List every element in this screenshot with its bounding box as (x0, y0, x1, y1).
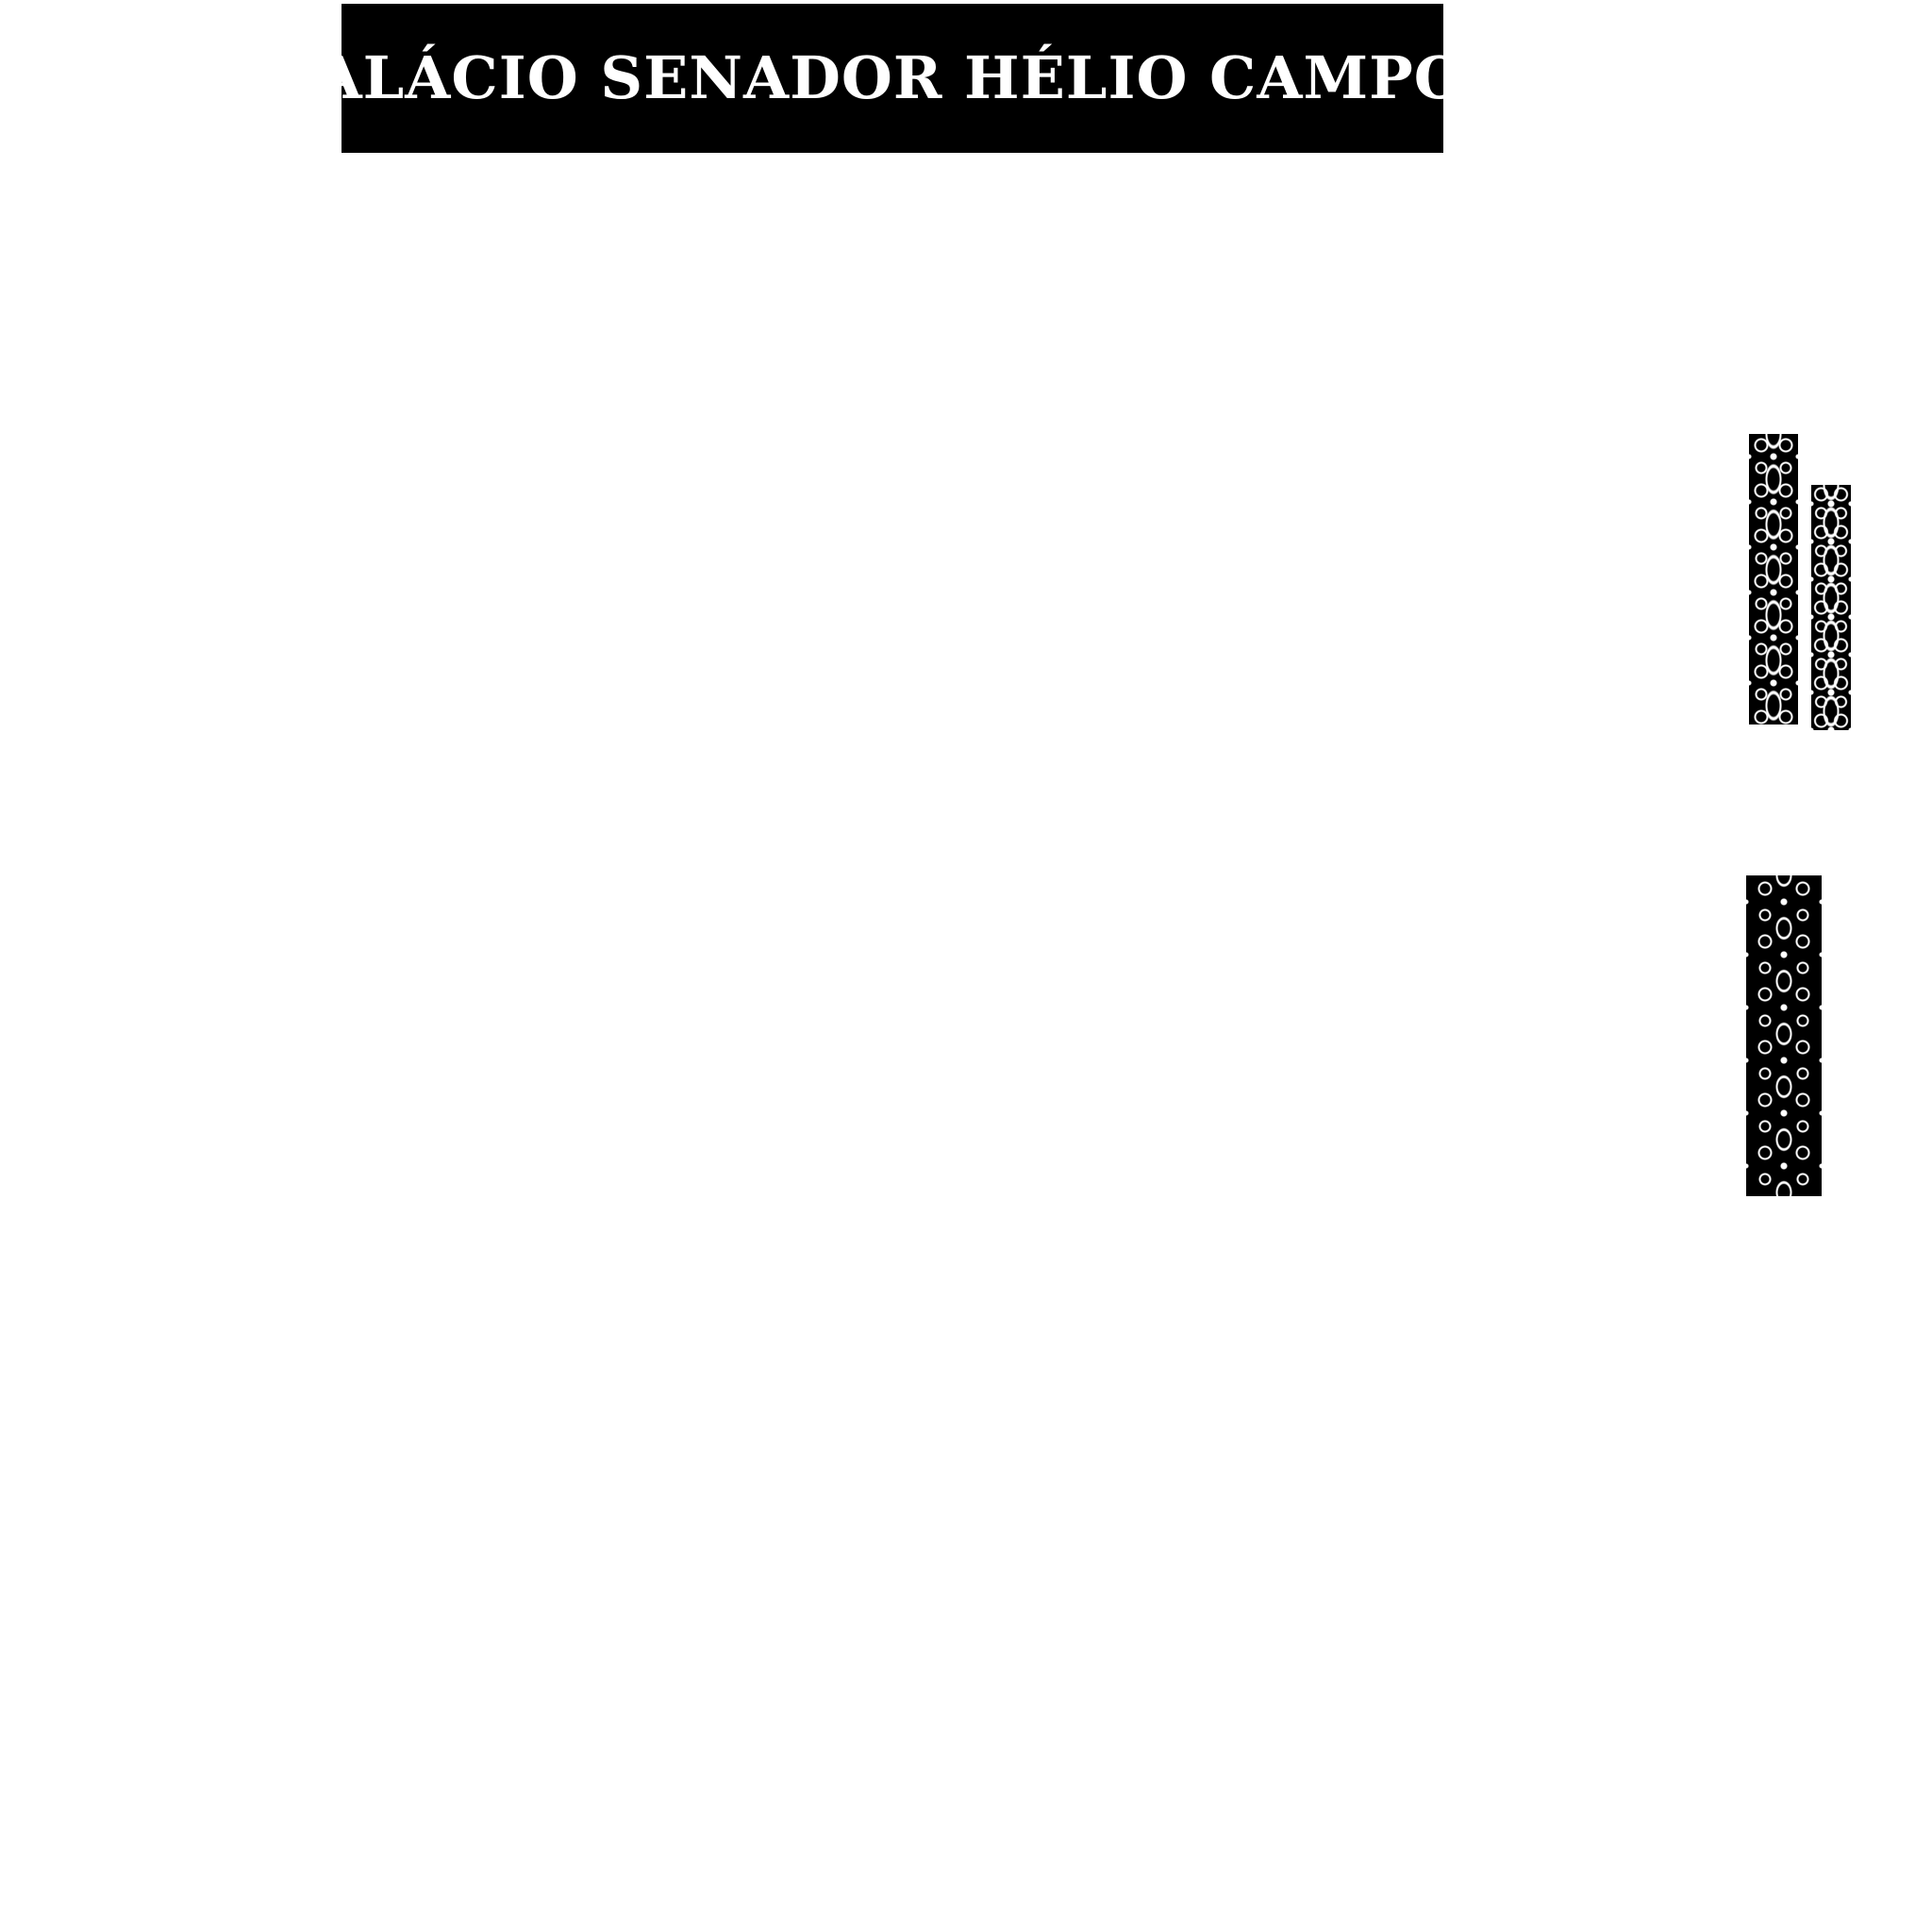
damask-pattern-strip-3 (1746, 875, 1822, 1196)
title-banner (275, 4, 1509, 153)
page-title: PALÁCIO SENADOR HÉLIO CAMPOS (275, 43, 1509, 112)
damask-pattern-strip-2 (1811, 485, 1851, 730)
damask-pattern-strip-1 (1749, 434, 1798, 724)
